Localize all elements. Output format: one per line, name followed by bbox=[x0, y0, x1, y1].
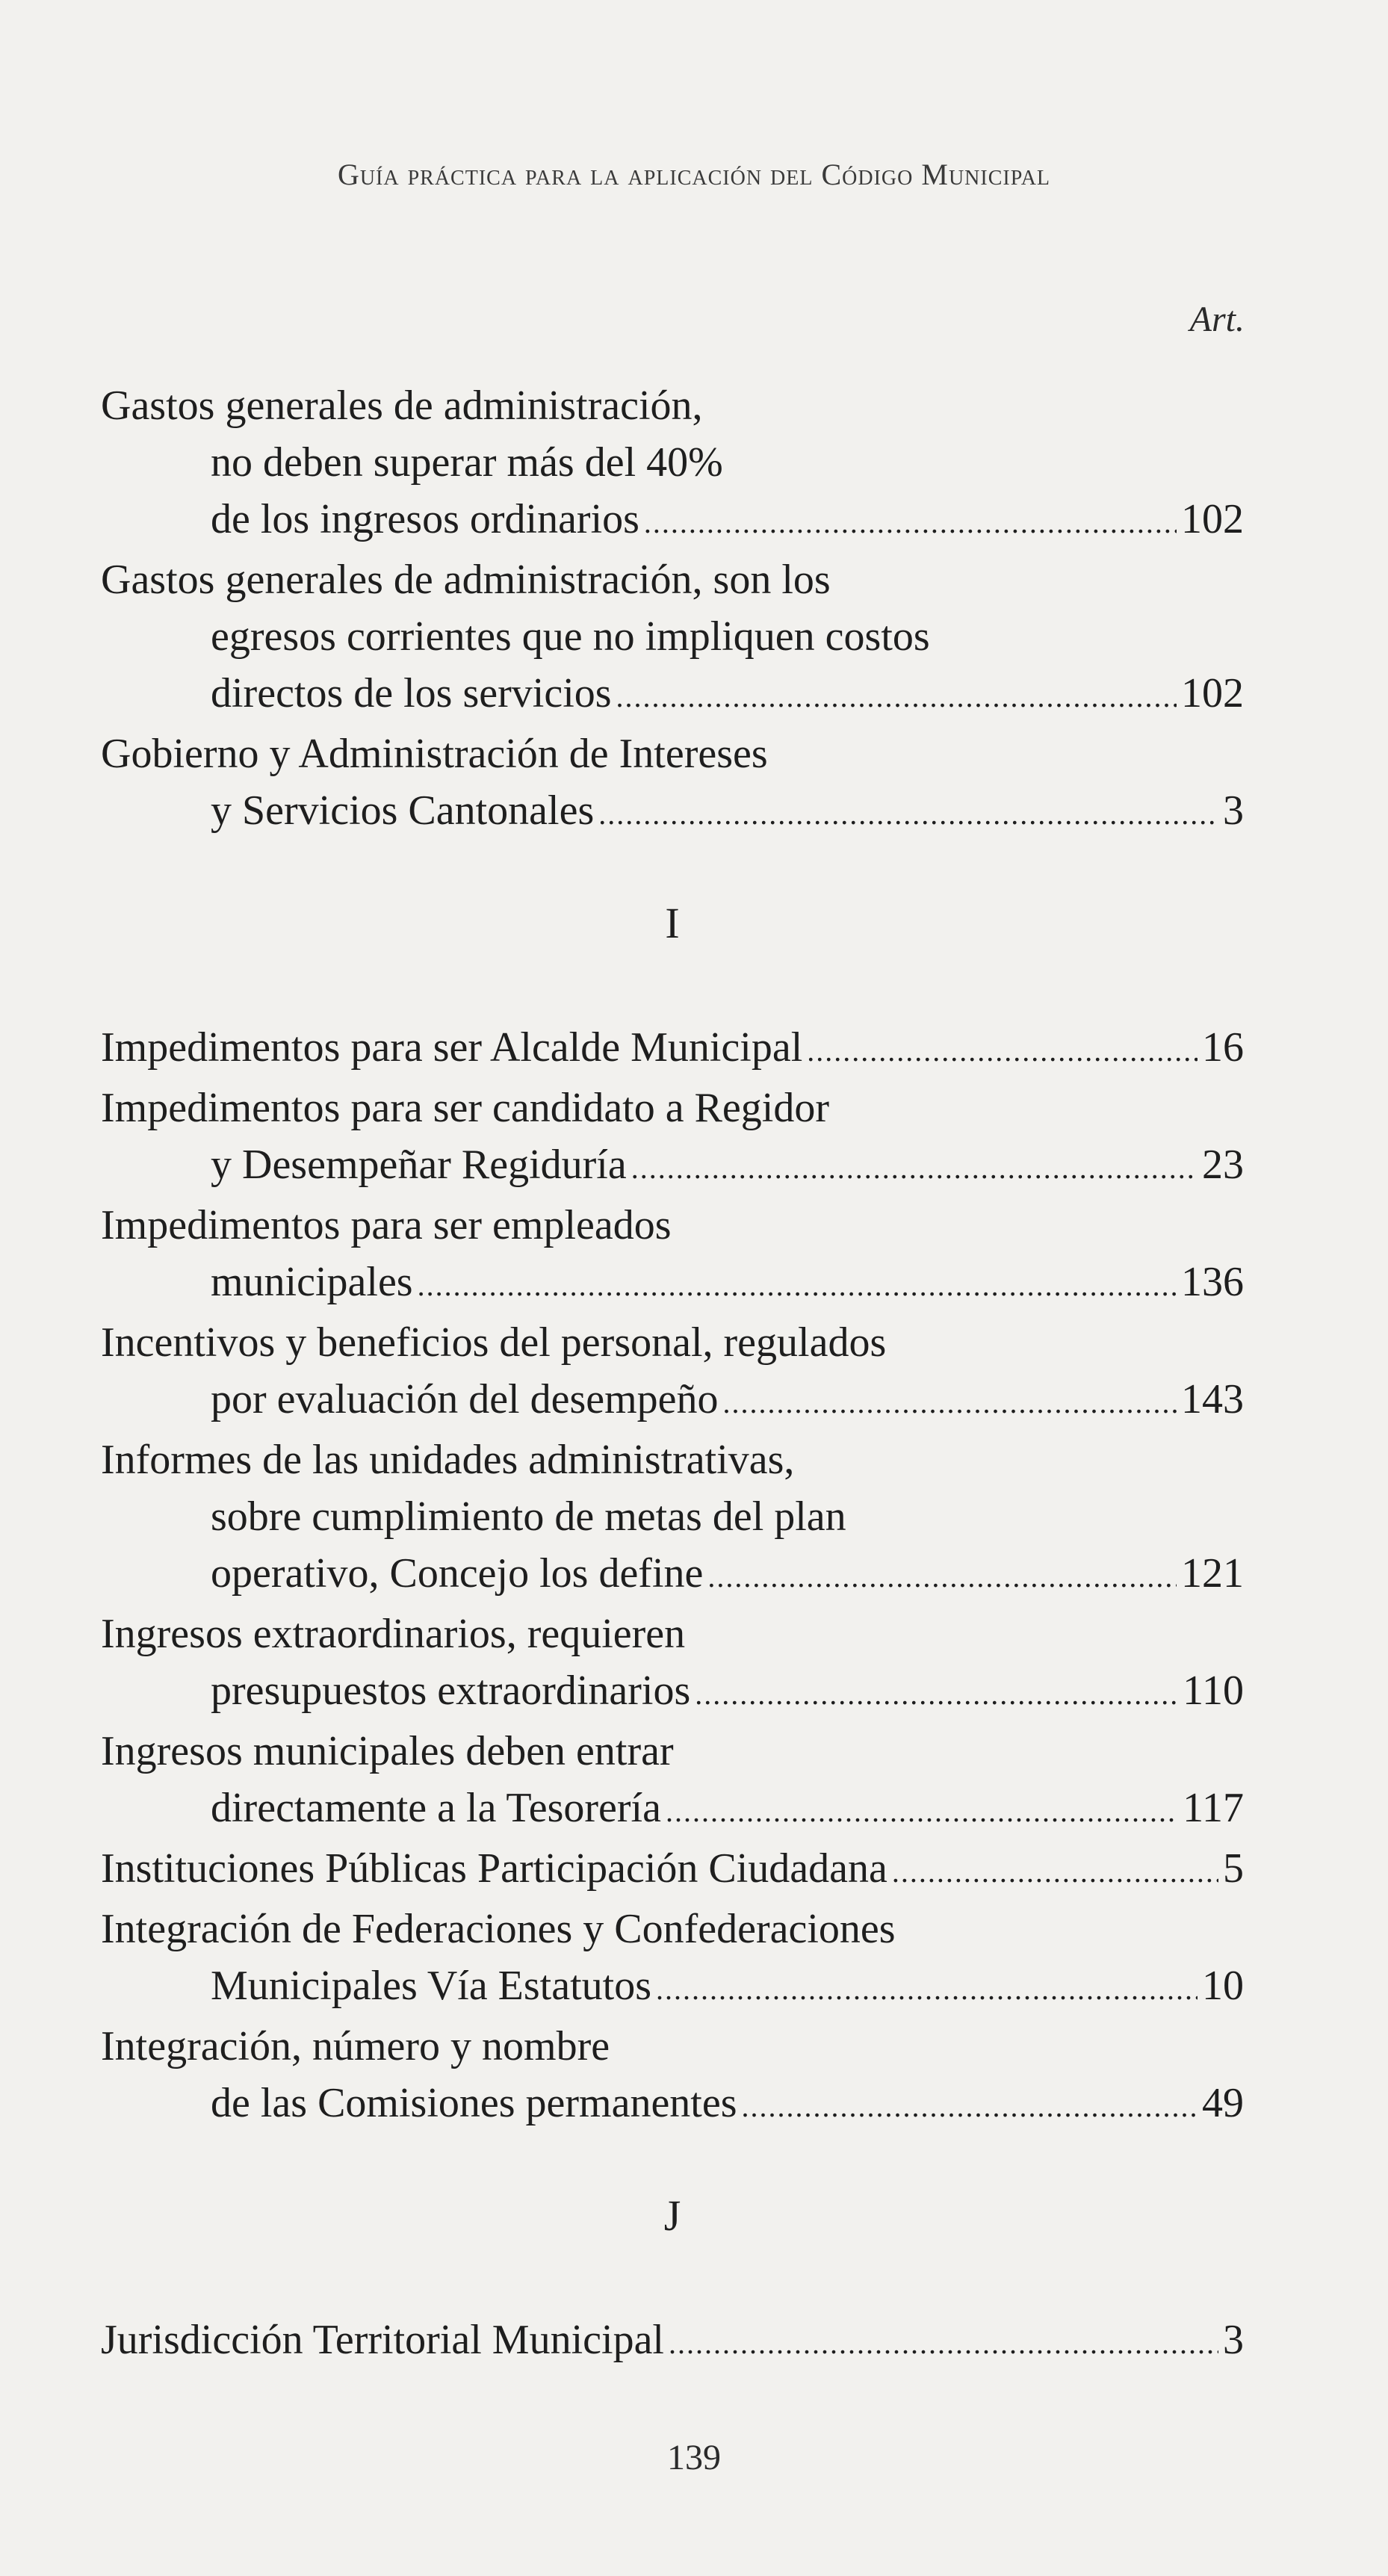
index-entry-text: y Desempeñar Regiduría bbox=[211, 1142, 627, 1188]
article-number: 16 bbox=[1202, 1024, 1244, 1071]
article-number: 5 bbox=[1223, 1845, 1244, 1892]
index-entry-text: por evaluación del desempeño bbox=[211, 1376, 719, 1422]
index-entry bbox=[101, 1431, 1244, 1606]
index-entry-text: Jurisdicción Territorial Municipal bbox=[101, 2317, 664, 2363]
dot-leader bbox=[666, 1783, 1178, 1840]
index-entry-last-line bbox=[101, 2312, 1244, 2372]
dot-leader bbox=[598, 786, 1218, 843]
index-entry-line: Gastos generales de administración, bbox=[101, 383, 703, 429]
index-entry-last-line bbox=[101, 1780, 1244, 1840]
article-number: 3 bbox=[1223, 2317, 1244, 2363]
index-entry-text: operativo, Concejo los define bbox=[211, 1550, 704, 1597]
dot-leader bbox=[892, 1844, 1218, 1901]
dot-leader bbox=[644, 495, 1177, 551]
dot-leader bbox=[695, 1666, 1178, 1723]
article-number: 117 bbox=[1183, 1785, 1244, 1831]
index-entry-last-line bbox=[101, 1545, 1244, 1606]
index-entry-text: Municipales Vía Estatutos bbox=[211, 1963, 651, 2009]
subject-index bbox=[101, 377, 1244, 2372]
index-entry-line: Ingresos extraordinarios, requieren bbox=[101, 1611, 686, 1657]
section-letter: I bbox=[665, 899, 680, 947]
index-entry bbox=[101, 1197, 1244, 1314]
index-entry-last-line bbox=[101, 1662, 1244, 1723]
dot-leader bbox=[616, 669, 1177, 725]
index-entry-line: Integración de Federaciones y Confederaciones bbox=[101, 1906, 896, 1952]
index-entry-last-line bbox=[101, 1840, 1244, 1901]
index-entry-text: de las Comisiones permanentes bbox=[211, 2080, 737, 2126]
article-number: 121 bbox=[1181, 1550, 1244, 1597]
index-entry-line: egresos corrientes que no impliquen costos bbox=[211, 613, 930, 660]
article-column-label: Art. bbox=[1189, 300, 1245, 339]
page-number: 139 bbox=[667, 2438, 721, 2477]
index-entry-last-line bbox=[101, 491, 1244, 551]
index-entry bbox=[101, 551, 1244, 725]
index-entry bbox=[101, 1314, 1244, 1431]
dot-leader bbox=[418, 1257, 1177, 1314]
dot-leader bbox=[656, 1961, 1198, 2018]
dot-leader bbox=[707, 1549, 1177, 1606]
dot-leader bbox=[631, 1140, 1198, 1197]
article-number: 102 bbox=[1181, 496, 1244, 542]
index-entry-line: Incentivos y beneficios del personal, regulados bbox=[101, 1319, 887, 1366]
index-entry bbox=[101, 2312, 1244, 2372]
index-entry-last-line bbox=[101, 1136, 1244, 1197]
index-entry-text: y Servicios Cantonales bbox=[211, 787, 595, 834]
article-number: 136 bbox=[1181, 1259, 1244, 1305]
index-entry bbox=[101, 377, 1244, 551]
index-entry bbox=[101, 1901, 1244, 2018]
index-entry-line: Integración, número y nombre bbox=[101, 2023, 610, 2069]
index-entry-line: sobre cumplimiento de metas del plan bbox=[211, 1493, 846, 1540]
index-entry-text: presupuestos extraordinarios bbox=[211, 1668, 691, 1714]
index-entry bbox=[101, 1606, 1244, 1723]
running-header: Guía práctica para la aplicación del Código Municipal bbox=[337, 158, 1051, 191]
index-entry-text: directamente a la Tesorería bbox=[211, 1785, 661, 1831]
article-number: 110 bbox=[1183, 1668, 1244, 1714]
index-entry-last-line bbox=[101, 2075, 1244, 2135]
dot-leader bbox=[742, 2078, 1198, 2135]
index-entry-text: directos de los servicios bbox=[211, 670, 612, 716]
index-entry-line: Informes de las unidades administrativas, bbox=[101, 1437, 795, 1483]
article-number: 3 bbox=[1223, 787, 1244, 834]
index-entry-text: Impedimentos para ser Alcalde Municipal bbox=[101, 1024, 803, 1071]
section-letter: J bbox=[663, 2191, 681, 2240]
article-number: 102 bbox=[1181, 670, 1244, 716]
index-entry-text: Instituciones Públicas Participación Ciudadana bbox=[101, 1845, 887, 1892]
index-entry bbox=[101, 1080, 1244, 1197]
index-entry-text: de los ingresos ordinarios bbox=[211, 496, 639, 542]
index-entry-line: Impedimentos para ser candidato a Regidor bbox=[101, 1085, 829, 1131]
index-entry bbox=[101, 1019, 1244, 1080]
index-entry-last-line bbox=[101, 1254, 1244, 1314]
dot-leader bbox=[669, 2315, 1218, 2372]
index-entry bbox=[101, 2018, 1244, 2135]
index-entry bbox=[101, 1840, 1244, 1901]
article-number: 10 bbox=[1202, 1963, 1244, 2009]
index-entry-last-line bbox=[101, 665, 1244, 725]
index-entry bbox=[101, 1723, 1244, 1840]
index-entry-line: Impedimentos para ser empleados bbox=[101, 1202, 672, 1248]
index-entry bbox=[101, 725, 1244, 843]
index-entry-last-line bbox=[101, 1019, 1244, 1080]
article-number: 49 bbox=[1202, 2080, 1244, 2126]
index-entry-line: Gobierno y Administración de Intereses bbox=[101, 731, 768, 777]
dot-leader bbox=[723, 1375, 1177, 1431]
index-entry-line: Ingresos municipales deben entrar bbox=[101, 1728, 674, 1774]
article-number: 143 bbox=[1181, 1376, 1244, 1422]
index-entry-line: Gastos generales de administración, son los bbox=[101, 557, 831, 603]
index-entry-last-line bbox=[101, 782, 1244, 843]
index-entry-last-line bbox=[101, 1957, 1244, 2018]
index-entry-last-line bbox=[101, 1371, 1244, 1431]
index-entry-text: municipales bbox=[211, 1259, 413, 1305]
index-entry-line: no deben superar más del 40% bbox=[211, 439, 723, 486]
dot-leader bbox=[807, 1023, 1198, 1080]
article-number: 23 bbox=[1202, 1142, 1244, 1188]
